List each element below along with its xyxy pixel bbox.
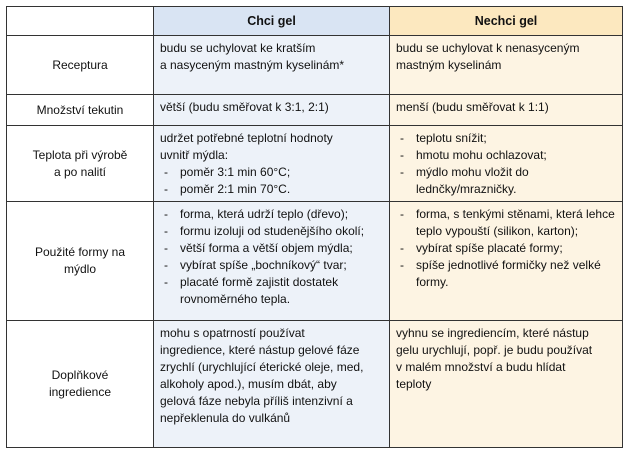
teplota-chci-cell	[154, 126, 390, 202]
text-line: a nasyceným mastným kyselinám*	[160, 58, 345, 72]
text-line: alkoholy apod.), musím dbát, aby	[160, 377, 337, 391]
header-row	[7, 7, 623, 36]
label-line: Použité formy na	[34, 245, 126, 259]
list-item-text: vybírat spíše placaté formy;	[416, 241, 563, 255]
list-item-text: spíše jednotlivé formičky než velké formy.	[416, 258, 601, 289]
list-item: - placaté formě zajistit dostatek rovnoměrného tepla.	[164, 275, 339, 306]
formy-nechci-cell	[390, 202, 623, 321]
row-label-teplota	[7, 126, 154, 202]
formy-chci-cell	[154, 202, 390, 321]
list-item-text: teplotu snížit;	[416, 131, 487, 145]
text-line: nepřeklenula do vulkánů	[160, 411, 291, 425]
list-item: - forma, s tenkými stěnami, která lehce teplo vypouští (silikon, karton);	[400, 207, 615, 238]
row-label-receptura: Receptura	[7, 36, 154, 95]
list-item-text: forma, která udrží teplo (dřevo);	[180, 207, 349, 221]
comparison-table	[6, 6, 623, 448]
row-label-doplnkove-ingredience	[7, 321, 154, 448]
list-item: - mýdlo mohu vložit do lednčky/mrazničky.	[400, 165, 529, 196]
text-line: teploty	[396, 377, 432, 391]
list-item: - poměr 2:1 min 70°C.	[164, 182, 291, 196]
header-nechci-gel: Nechci gel	[390, 7, 623, 36]
label-line: mýdlo	[63, 262, 96, 276]
row-label-formy	[7, 202, 154, 321]
row-label-mnozstvi-tekutin: Množství tekutin	[7, 95, 154, 126]
mnozstvi-nechci-cell: menší (budu směřovat k 1:1)	[390, 95, 623, 126]
label-line: Doplňkové	[51, 368, 109, 382]
list-item: - vybírat spíše placaté formy;	[400, 241, 563, 255]
list-item: - vybírat spíše „bochníkový“ tvar;	[164, 258, 347, 272]
list-item-text: forma, s tenkými stěnami, která lehce teplo vypouští (silikon, karton);	[416, 207, 615, 238]
doplnkove-chci-cell	[154, 321, 390, 448]
list-item-text: hmotu mohu ochlazovat;	[416, 148, 547, 162]
text-line: vyhnu se ingrediencím, které nástup	[396, 326, 589, 340]
text-line: gelová fáze nebyla příliš intenzivní a	[160, 394, 353, 408]
bullet-list	[396, 206, 616, 291]
header-corner-cell	[7, 7, 154, 36]
table-row	[7, 202, 623, 321]
list-item: - větší forma a větší objem mýdla;	[164, 241, 353, 255]
list-item: - formu izoluji od studenějšího okolí;	[164, 224, 365, 238]
text-line: mohu s opatrností používat	[160, 326, 305, 340]
list-item: - poměr 3:1 min 60°C;	[164, 165, 291, 179]
teplota-nechci-cell	[390, 126, 623, 202]
label-line: a po nalití	[53, 164, 107, 179]
list-item-text: formu izoluji od studenějšího okolí;	[180, 224, 365, 238]
label-line: Teplota při výrobě	[32, 147, 128, 162]
text-line: budu se uchylovat ke kratším	[160, 41, 316, 55]
list-item-text: vybírat spíše „bochníkový“ tvar;	[180, 258, 347, 272]
text-line: ingredience, které nástup gelové fáze	[160, 343, 360, 357]
list-item-text: větší forma a větší objem mýdla;	[180, 241, 353, 255]
text-line: v malém množství a budu hlídat	[396, 360, 566, 374]
bullet-list	[396, 130, 616, 198]
text-line: uvnitř mýdla:	[160, 148, 229, 162]
table-row	[7, 95, 623, 126]
text-line: udržet potřebné teplotní hodnoty	[160, 131, 333, 145]
table-row	[7, 36, 623, 95]
receptura-chci-cell	[154, 36, 390, 95]
list-item-text: poměr 3:1 min 60°C;	[180, 165, 291, 179]
list-item-text: placaté formě zajistit dostatek rovnoměrného tepla.	[180, 275, 339, 306]
text-line: budu se uchylovat k nenasyceným	[396, 41, 580, 55]
list-item-text: poměr 2:1 min 70°C.	[180, 182, 291, 196]
text-line: gelu urychlují, popř. je budu používat	[396, 343, 593, 357]
table-row	[7, 321, 623, 448]
list-item: - teplotu snížit;	[400, 131, 487, 145]
receptura-nechci-cell	[390, 36, 623, 95]
text-line: mastným kyselinám	[396, 58, 502, 72]
list-item: - hmotu mohu ochlazovat;	[400, 148, 547, 162]
text-line: zrychlí (urychlující éterické oleje, med,	[160, 360, 364, 374]
bullet-list	[160, 206, 383, 308]
list-item: - forma, která udrží teplo (dřevo);	[164, 207, 349, 221]
list-item: - spíše jednotlivé formičky než velké formy.	[400, 258, 601, 289]
mnozstvi-chci-cell: větší (budu směřovat k 3:1, 2:1)	[154, 95, 390, 126]
list-item-text: mýdlo mohu vložit do lednčky/mrazničky.	[416, 165, 529, 196]
doplnkove-nechci-cell	[390, 321, 623, 448]
table-row	[7, 126, 623, 202]
label-line: ingredience	[48, 385, 112, 399]
header-chci-gel: Chci gel	[154, 7, 390, 36]
bullet-list	[160, 164, 383, 198]
